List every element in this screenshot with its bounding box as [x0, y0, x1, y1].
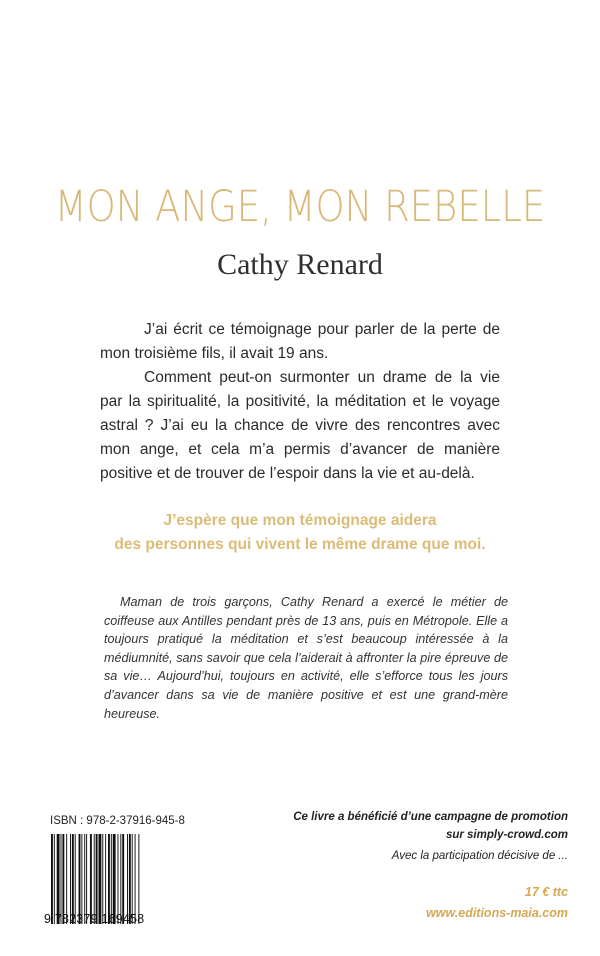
- barcode-bar: [129, 834, 131, 924]
- barcode-bar: [111, 834, 112, 924]
- barcode-bar: [118, 834, 119, 924]
- participation-note: Avec la participation décisive de ...: [391, 850, 568, 862]
- author-bio: [104, 593, 508, 723]
- barcode-bar: [120, 834, 121, 924]
- promotion-line-2: sur simply-crowd.com: [445, 829, 568, 841]
- barcode-bar: [105, 834, 106, 924]
- barcode-bar: [138, 834, 139, 924]
- barcode-bar: [113, 834, 116, 924]
- barcode-bar: [79, 834, 81, 924]
- barcode-bar: [72, 834, 74, 924]
- summary-paragraph-2: Comment peut-on surmonter un drame de la vie par la spiritualité, la positivité, la méditation et le voyage astral ? J’ai eu la chance de vivre des rencontres avec mon ange, et cela m’a permis d’avancer de manière positive et de trouver de l’espoir dans la vie et au-delà.: [100, 369, 500, 482]
- summary-text: [100, 318, 500, 486]
- barcode-bar: [66, 834, 67, 924]
- barcode-bar: [54, 834, 55, 924]
- barcode-bar: [108, 834, 110, 924]
- promotion-line-1: Ce livre a bénéficié d’une campagne de promotion: [293, 811, 568, 823]
- barcode-bar: [62, 834, 64, 924]
- promotion-note: [248, 808, 568, 844]
- barcode-bar: [51, 834, 53, 924]
- barcode-bar: [90, 834, 92, 924]
- barcode-bar: [122, 834, 124, 924]
- barcode-bar: [70, 834, 71, 924]
- barcode-bar: [99, 834, 102, 924]
- barcode-digits: 9 782379 169458: [44, 912, 145, 926]
- barcode-bar: [75, 834, 76, 924]
- publisher-website: www.editions-maia.com: [426, 906, 568, 920]
- barcode-bar: [132, 834, 133, 924]
- book-title: MON ANGE, MON REBELLE: [54, 182, 546, 232]
- barcode-bar: [135, 834, 136, 924]
- author-bio-text: Maman de trois garçons, Cathy Renard a exercé le métier de coiffeuse aux Antilles pendant près de 13 ans, puis en Métropole. Elle a toujours pratiqué la méditation et s’est beaucoup intéressée à la médiumnité, sans savoir que cela l’aiderait à affronter la pire épreuve de sa vie… Aujourd’hui, toujours en activité, elle s’efforce tous les jours d’avancer dans sa vie de manière positive et est une grand-mère heureuse.: [104, 595, 508, 721]
- barcode-bar: [94, 834, 95, 924]
- barcode-bar: [96, 834, 98, 924]
- highlight-line-1: J’espère que mon témoignage aidera: [163, 512, 437, 529]
- barcode-bar: [127, 834, 128, 924]
- barcode-bar: [84, 834, 85, 924]
- summary-paragraph-1: J’ai écrit ce témoignage pour parler de la perte de mon troisième fils, il avait 19 ans.: [100, 321, 500, 362]
- isbn-label: ISBN : 978-2-37916-945-8: [50, 815, 185, 827]
- barcode-bar: [81, 834, 82, 924]
- author-name: Cathy Renard: [217, 248, 383, 281]
- barcode-bar: [102, 834, 103, 924]
- barcode: [50, 834, 176, 924]
- price-label: 17 € ttc: [524, 885, 568, 899]
- highlight-quote: [80, 509, 520, 557]
- barcode-bar: [61, 834, 62, 924]
- barcode-bar: [57, 834, 60, 924]
- highlight-line-2: des personnes qui vivent le même drame que moi.: [114, 536, 486, 553]
- barcode-bar: [86, 834, 87, 924]
